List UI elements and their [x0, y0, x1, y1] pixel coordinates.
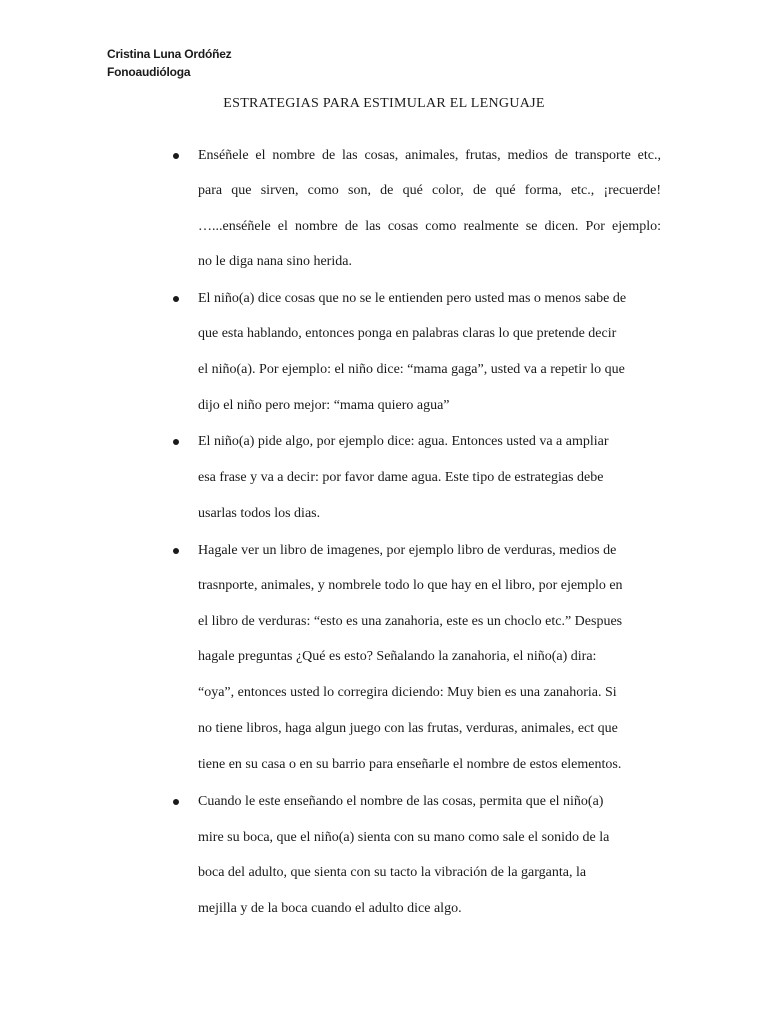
item-line: el libro de verduras: “esto es una zanahoria, este es un choclo etc.” Despues	[198, 614, 623, 629]
item-line: dijo el niño pero mejor: “mama quiero agua”	[198, 398, 450, 413]
bullet-icon	[173, 153, 179, 159]
item-line: que esta hablando, entonces ponga en palabras claras lo que pretende decir	[198, 326, 617, 341]
bullet-icon	[173, 548, 179, 554]
item-line: tiene en su casa o en su barrio para enseñarle el nombre de estos elementos.	[198, 757, 622, 772]
item-line: el niño(a). Por ejemplo: el niño dice: “mama gaga”, usted va a repetir lo que	[198, 362, 625, 377]
item-line: esa frase y va a decir: por favor dame agua. Este tipo de estrategias debe	[198, 470, 604, 485]
item-line: Cuando le este enseñando el nombre de las cosas, permita que el niño(a)	[198, 794, 604, 809]
item-line: mire su boca, que el niño(a) sienta con su mano como sale el sonido de la	[198, 830, 610, 845]
item-line: hagale preguntas ¿Qué es esto? Señalando la zanahoria, el niño(a) dira:	[198, 649, 597, 664]
item-line: “oya”, entonces usted lo corregira diciendo: Muy bien es una zanahoria. Si	[198, 685, 617, 700]
item-line: para que sirven, como son, de qué color, de qué forma, etc., ¡recuerde!	[198, 183, 661, 198]
item-line: no le diga nana sino herida.	[198, 254, 352, 269]
item-line: Enséñele el nombre de las cosas, animales, frutas, medios de transporte etc.,	[198, 148, 661, 163]
item-line: Hagale ver un libro de imagenes, por ejemplo libro de verduras, medios de	[198, 543, 617, 558]
item-line: trasnporte, animales, y nombrele todo lo que hay en el libro, por ejemplo en	[198, 578, 623, 593]
author-name: Cristina Luna Ordóñez	[107, 47, 232, 61]
item-line: El niño(a) pide algo, por ejemplo dice: agua. Entonces usted va a ampliar	[198, 434, 609, 449]
item-line: …...enséñele el nombre de las cosas como realmente se dicen. Por ejemplo:	[198, 219, 661, 234]
bullet-icon	[173, 439, 179, 445]
item-line: boca del adulto, que sienta con su tacto la vibración de la garganta, la	[198, 865, 587, 880]
document-header	[107, 45, 231, 81]
item-line: usarlas todos los dias.	[198, 506, 321, 521]
bullet-icon	[173, 799, 179, 805]
author-role: Fonoaudióloga	[107, 65, 191, 79]
item-line: El niño(a) dice cosas que no se le entienden pero usted mas o menos sabe de	[198, 291, 627, 306]
item-line: no tiene libros, haga algun juego con las frutas, verduras, animales, ect que	[198, 721, 618, 736]
page-title: ESTRATEGIAS PARA ESTIMULAR EL LENGUAJE	[223, 96, 545, 111]
item-line: mejilla y de la boca cuando el adulto dice algo.	[198, 901, 462, 916]
bullet-icon	[173, 296, 179, 302]
